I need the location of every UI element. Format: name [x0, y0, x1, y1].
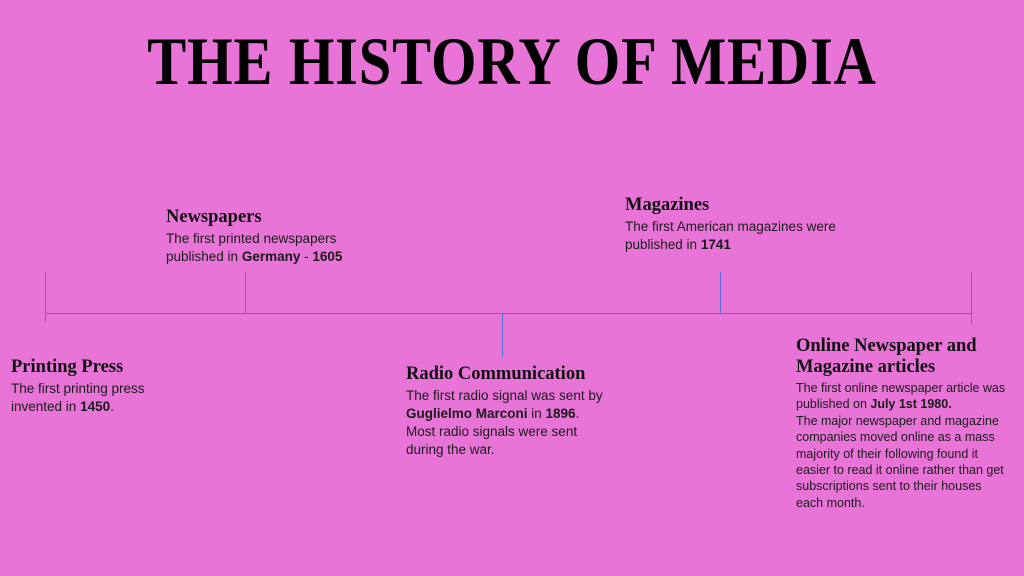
event-note: The major newspaper and magazine companies moved online as a mass majority of their following found it easier to read it online rather than get subscriptions sent to their houses each month. [796, 413, 1004, 510]
event-heading: Online Newspaper and Magazine articles [796, 336, 977, 377]
timeline-tick-printing [45, 272, 46, 322]
timeline-tick-radio [502, 314, 503, 357]
event-heading: Newspapers [166, 207, 262, 227]
event-radio-communication [406, 364, 616, 459]
event-heading: Printing Press [11, 357, 124, 377]
timeline-tick-online [971, 272, 972, 324]
event-description: The first printing press invented in 1450. [11, 381, 145, 414]
event-description: The first American magazines were published in 1741 [625, 219, 836, 252]
event-description: The first online newspaper article was published on July 1st 1980. [796, 381, 1006, 412]
event-magazines [625, 195, 855, 254]
event-heading: Radio Communication [406, 364, 586, 384]
event-description: The first radio signal was sent by Guglielmo Marconi in 1896. [406, 388, 603, 421]
event-newspapers [166, 207, 396, 266]
timeline-tick-newspapers [245, 272, 246, 314]
event-note: Most radio signals were sent during the war. [406, 424, 578, 457]
event-online-articles [796, 336, 1011, 511]
timeline-axis [45, 313, 972, 314]
timeline-tick-magazines [720, 272, 721, 314]
event-printing-press [11, 357, 151, 416]
event-heading: Magazines [625, 195, 710, 215]
page-title: THE HISTORY OF MEDIA [147, 23, 877, 99]
event-description: The first printed newspapers published in Germany - 1605 [166, 231, 343, 264]
